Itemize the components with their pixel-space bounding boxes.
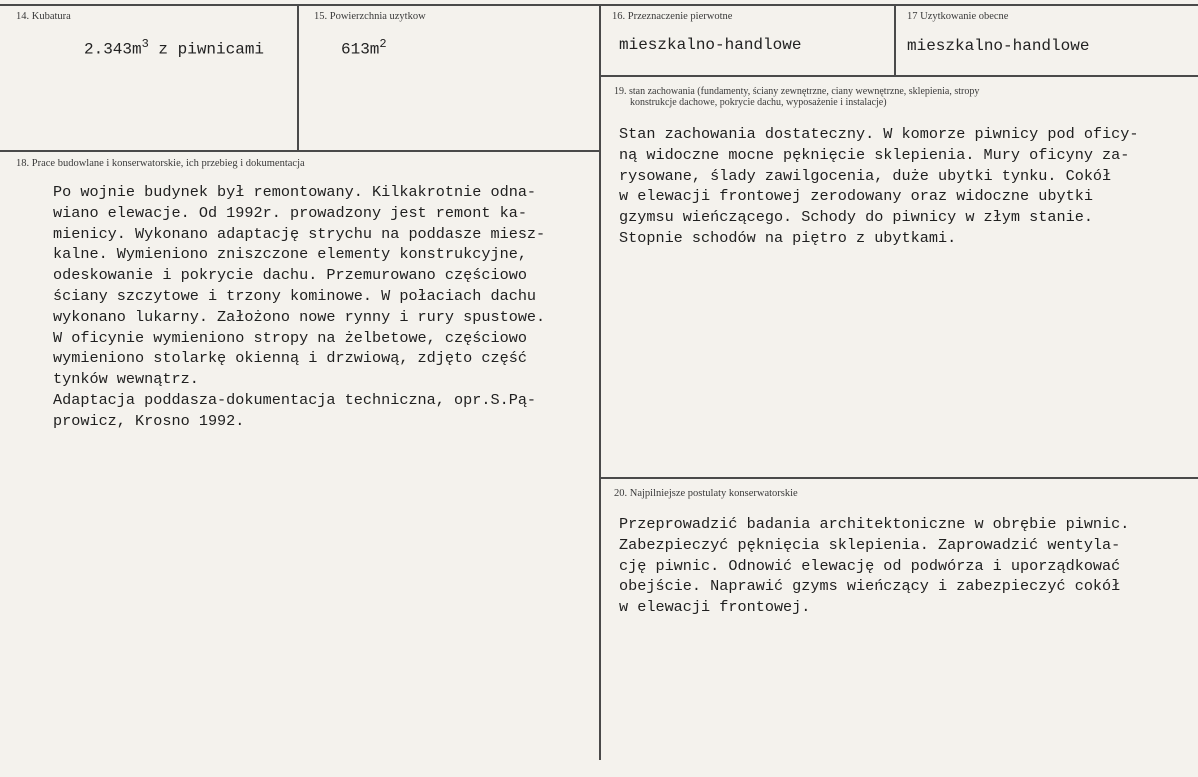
field-18-line: wiano elewacje. Od 1992r. prowadzony jest remont ka- — [53, 203, 527, 222]
field-16-value: mieszkalno-handlowe — [619, 36, 802, 54]
field-18-line: wykonano lukarny. Założono nowe rynny i rury spustowe. — [53, 307, 546, 326]
field-19-line: ną widoczne mocne pęknięcie sklepienia. Mury oficyny za- — [619, 145, 1130, 164]
field-20-line: obejście. Naprawić gzyms wieńczący i zabezpieczyć cokół — [619, 577, 1121, 596]
field-18-line: odeskowanie i pokrycie dachu. Przemurowano częściowo — [53, 266, 527, 285]
field-16-label: 16. Przeznaczenie pierwotne — [612, 11, 733, 22]
field-19-line: Stan zachowania dostateczny. W komorze piwnicy pod oficy- — [619, 125, 1139, 143]
field-18-line: prowicz, Krosno 1992. — [53, 411, 245, 430]
field-15-label: 15. Powierzchnia uzytkow — [314, 11, 426, 22]
field-20-line: Przeprowadzić badania architektoniczne w obrębie piwnic. — [619, 515, 1130, 533]
field-20-line: w elewacji frontowej. — [619, 598, 811, 617]
horizontal-divider-left — [0, 150, 600, 152]
field-18-label: 18. Prace budowlane i konserwatorskie, ich przebieg i dokumentacja — [16, 158, 305, 169]
field-19-label-line-1: 19. stan zachowania (fundamenty, ściany zewnętrzne, ciany wewnętrzne, sklepienia, stropy — [614, 86, 980, 97]
field-17-value: mieszkalno-handlowe — [907, 37, 1090, 55]
field-18-line: tynków wewnątrz. — [53, 370, 199, 389]
vertical-divider-16-17 — [894, 5, 896, 76]
field-15-exponent: 2 — [379, 37, 387, 51]
field-19-line: Stopnie schodów na piętro z ubytkami. — [619, 228, 957, 247]
field-19-label — [614, 86, 979, 108]
vertical-divider-main — [599, 5, 601, 760]
field-14-number: 2.343m — [84, 40, 142, 59]
horizontal-divider-19-20 — [599, 477, 1198, 479]
field-18-line: wymieniono stolarkę okienną i drzwiową, zdjęto część — [53, 349, 527, 368]
field-18-line: W oficynie wymieniono stropy na żelbetowe, częściowo — [53, 328, 527, 347]
field-20-line: Zabezpieczyć pęknięcia sklepienia. Zaprowadzić wentyla- — [619, 535, 1121, 554]
field-18-line: mienicy. Wykonano adaptację strychu na poddasze miesz- — [53, 224, 546, 243]
field-15-number: 613m — [341, 40, 380, 59]
field-19-text — [619, 124, 1139, 249]
field-14-suffix: z piwnicami — [148, 40, 265, 59]
field-17-label: 17 Uzytkowanie obecne — [907, 11, 1009, 22]
field-18-line: kalne. Wymieniono zniszczone elementy konstrukcyjne, — [53, 245, 527, 264]
field-15-value — [341, 37, 387, 58]
field-19-label-line-2: konstrukcje dachowe, pokrycie dachu, wyposażenie i instalacje) — [630, 97, 887, 108]
field-19-line: rysowane, ślady zawilgocenia, duże ubytki tynku. Cokół — [619, 166, 1112, 185]
vertical-divider-14-15 — [297, 5, 299, 150]
field-20-label: 20. Najpilniejsze postulaty konserwatorskie — [614, 488, 798, 499]
field-20-line: cję piwnic. Odnowić elewację od podwórza i uporządkować — [619, 556, 1121, 575]
field-19-line: gzymsu wieńczącego. Schody do piwnicy w złym stanie. — [619, 208, 1093, 227]
field-18-line: Adaptacja poddasza-dokumentacja techniczna, opr.S.Pą- — [53, 390, 537, 409]
field-14-value — [84, 37, 264, 58]
field-14-exponent: 3 — [141, 37, 149, 51]
horizontal-divider-top-right — [599, 75, 1198, 77]
field-18-text — [53, 182, 545, 432]
field-20-text — [619, 514, 1129, 618]
field-19-line: w elewacji frontowej zerodowany oraz widoczne ubytki — [619, 187, 1093, 206]
field-18-line: Po wojnie budynek był remontowany. Kilkakrotnie odna- — [53, 183, 537, 201]
field-18-line: ściany szczytowe i trzony kominowe. W połaciach dachu — [53, 286, 537, 305]
field-14-label: 14. Kubatura — [16, 11, 71, 22]
